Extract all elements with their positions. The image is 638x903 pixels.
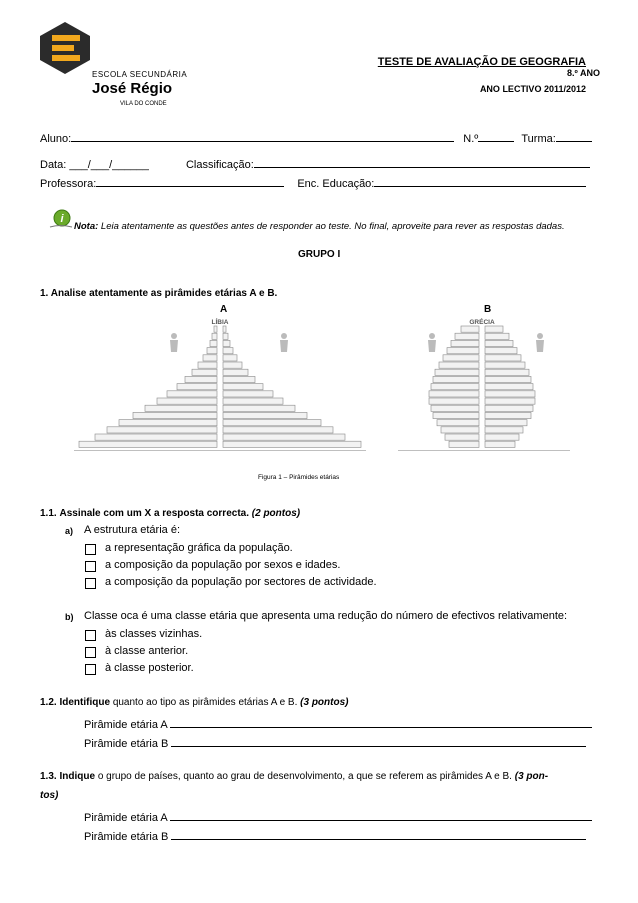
pyramid-bar-male (455, 333, 479, 339)
pyramid-bar-male (441, 427, 479, 433)
pyramid-bar-female (223, 362, 242, 368)
pyramid-bar-female (485, 384, 533, 390)
checkbox-a3[interactable] (85, 578, 96, 589)
pyramid-bar-female (223, 348, 233, 354)
pyramid-bar-male (177, 384, 217, 390)
numero-label: N.º (463, 133, 479, 145)
pyramid-bar-male (79, 441, 217, 447)
pyramid-bar-female (485, 398, 535, 404)
svg-text:i: i (60, 213, 64, 225)
q1-2-line-b-label: Pirâmide etária B (84, 738, 169, 750)
group-title: GRUPO I (298, 249, 341, 260)
pyramid-bar-male (447, 348, 479, 354)
pyramid-bar-female (223, 355, 237, 361)
q1-2-line-a-label: Pirâmide etária A (84, 719, 168, 731)
aluno-label: Aluno: (40, 133, 72, 145)
pyramid-b-figure (394, 316, 574, 458)
pyramid-bar-female (223, 405, 295, 411)
pyramid-bar-female (485, 434, 519, 440)
pyramid-bar-male (157, 398, 217, 404)
enc-educacao-field[interactable] (374, 175, 586, 187)
classificacao-label: Classificação: (185, 159, 254, 171)
q1-3-line-b (84, 828, 586, 843)
option-b2: à classe anterior. (105, 645, 189, 657)
pyramid-bar-male (107, 427, 217, 433)
pyramid-bar-male (433, 412, 479, 418)
option-a1: a representação gráfica da população. (105, 542, 293, 554)
q1-2-answer-b[interactable] (171, 735, 586, 747)
pyramid-bar-male (210, 340, 217, 346)
pyramid-bar-male (439, 362, 479, 368)
q1-3-bold: Indique (59, 771, 96, 782)
pyramid-bar-female (223, 326, 226, 332)
school-year: ANO LECTIVO 2011/2012 (479, 84, 586, 94)
data-field[interactable]: Data: ___/___/______ (40, 159, 149, 171)
school-line1: ESCOLA SECUNDÁRIA (92, 70, 188, 79)
q1-1-b-label: b) (65, 612, 74, 622)
pyramid-bar-female (485, 420, 527, 426)
pyramid-bar-male (207, 348, 217, 354)
note (74, 221, 565, 232)
pyramid-bar-male (451, 340, 479, 346)
pyramid-bar-male (443, 355, 479, 361)
school-line3: VILA DO CONDE (120, 101, 167, 107)
figure-caption: Figura 1 – Pirâmides etárias (258, 474, 340, 481)
q1-3-header (40, 771, 548, 782)
q1-2-number: 1.2. (40, 697, 57, 708)
pyramid-bar-female (485, 427, 523, 433)
q1-1-header (40, 508, 300, 519)
pyramid-bar-female (485, 355, 521, 361)
pyramid-a-figure (70, 316, 370, 458)
pyramid-bar-female (485, 441, 515, 447)
pyramid-bar-female (223, 333, 228, 339)
note-label: Nota: (74, 221, 99, 232)
pyramid-bar-female (485, 412, 531, 418)
pyramid-bar-male (214, 326, 217, 332)
pyramid-bar-male (431, 384, 479, 390)
q1-2-line-a (84, 716, 592, 731)
male-figure-icon-body (170, 340, 178, 352)
q1-1-a-label: a) (65, 526, 74, 536)
q1-1-points: (2 pontos) (251, 508, 301, 519)
pyramid-bar-female (223, 420, 321, 426)
pyramid-bar-male (167, 391, 217, 397)
q1-3-answer-b[interactable] (171, 828, 586, 840)
pyramid-bar-female (223, 412, 307, 418)
pyramid-bar-male (429, 398, 479, 404)
q1-3-line-a (84, 809, 592, 824)
pyramid-bar-female (485, 326, 503, 332)
school-logo (40, 22, 90, 74)
option-a2: a composição da população por sexos e idades. (105, 559, 341, 571)
pyramid-bar-female (485, 348, 517, 354)
pyramid-bar-male (431, 405, 479, 411)
pyramid-country-label: GRÉCIA (469, 319, 495, 326)
pyramid-country-label: LÍBIA (211, 319, 229, 326)
pyramid-b-label: B (484, 304, 492, 315)
pyramid-bar-male (185, 376, 217, 382)
turma-label: Turma: (521, 133, 556, 145)
school-name: José Régio (92, 80, 173, 97)
pyramid-bar-female (223, 376, 255, 382)
pyramid-bar-female (223, 441, 361, 447)
pyramid-bar-female (223, 427, 333, 433)
note-text: Leia atentamente as questões antes de responder ao teste. No final, aproveite para rever as respostas dadas. (100, 221, 565, 232)
q1-2-line-b (84, 735, 586, 750)
test-title: TESTE DE AVALIAÇÃO DE GEOGRAFIA (377, 56, 586, 68)
q1-2-points: (3 pontos) (300, 697, 349, 708)
pyramid-bar-male (445, 434, 479, 440)
q1-3-points1: (3 pon- (514, 771, 549, 782)
pyramid-bar-female (485, 369, 529, 375)
pyramid-bar-male (203, 355, 217, 361)
q1-1-a-stem: A estrutura etária é: (84, 524, 180, 536)
pyramid-bar-male (145, 405, 217, 411)
q1-2-bold: Identifique (59, 697, 111, 708)
pyramid-bar-male (435, 369, 479, 375)
grade: 8.º ANO (567, 68, 600, 78)
numero-field[interactable] (478, 130, 514, 142)
pyramid-bar-male (198, 362, 217, 368)
classificacao-field[interactable] (254, 156, 590, 168)
q1-1-number: 1.1. (40, 508, 57, 519)
q1-3-answer-a[interactable] (170, 809, 592, 821)
professora-field[interactable] (96, 175, 284, 187)
pyramid-bar-female (485, 362, 525, 368)
pyramid-bar-male (212, 333, 217, 339)
pyramid-bar-female (485, 340, 513, 346)
male-figure-icon-head (171, 333, 177, 339)
female-figure-icon-body (280, 340, 288, 352)
pyramid-bar-male (433, 376, 479, 382)
pyramid-bar-male (437, 420, 479, 426)
student-field-row3 (40, 175, 586, 190)
pyramid-bar-female (223, 434, 345, 440)
pyramid-bar-female (485, 405, 533, 411)
female-figure-icon-head (281, 333, 287, 339)
pyramid-bar-female (223, 391, 273, 397)
checkbox-a2[interactable] (85, 561, 96, 572)
checkbox-b1[interactable] (85, 630, 96, 641)
male-figure-icon-head (429, 333, 435, 339)
pyramid-bar-female (485, 333, 509, 339)
info-icon (48, 208, 74, 230)
q1-2-text: quanto ao tipo as pirâmides etárias A e B. (112, 697, 298, 708)
aluno-field[interactable] (71, 130, 454, 142)
option-b3: à classe posterior. (105, 662, 194, 674)
female-figure-icon-body (536, 340, 544, 352)
pyramid-a-label: A (220, 304, 228, 315)
male-figure-icon-body (428, 340, 436, 352)
pyramid-bar-male (461, 326, 479, 332)
pyramid-bar-female (485, 391, 535, 397)
q1-1-text: Assinale com um X a resposta correcta. (59, 508, 249, 519)
pyramid-bar-female (223, 384, 263, 390)
checkbox-b2[interactable] (85, 647, 96, 658)
q1-text: 1. Analise atentamente as pirâmides etárias A e B. (40, 288, 278, 299)
q1-3-points2: tos) (40, 790, 59, 801)
option-b1: às classes vizinhas. (105, 628, 203, 640)
option-a3: a composição da população por sectores de actividade. (105, 576, 377, 588)
pyramid-bar-female (485, 376, 531, 382)
professora-label: Professora: (40, 178, 97, 190)
q1-3-line-b-label: Pirâmide etária B (84, 831, 169, 843)
pyramid-bar-male (119, 420, 217, 426)
checkbox-b3[interactable] (85, 664, 96, 675)
q1-1-b-stem: Classe oca é uma classe etária que apresenta uma redução do número de efectivos relativamente: (84, 610, 568, 622)
pyramid-bar-male (95, 434, 217, 440)
pyramid-bar-male (133, 412, 217, 418)
q1-3-text: o grupo de países, quanto ao grau de desenvolvimento, a que se referem as pirâmides A e B. (97, 771, 512, 782)
pyramid-bar-male (449, 441, 479, 447)
pyramid-bar-female (223, 369, 248, 375)
pyramid-bar-male (192, 369, 217, 375)
pyramid-bar-male (429, 391, 479, 397)
enc-educacao-label: Enc. Educação: (297, 178, 375, 190)
q1-3-number: 1.3. (40, 771, 57, 782)
student-field-row1 (40, 130, 592, 145)
q1-2-header (40, 697, 348, 708)
q1-2-answer-a[interactable] (170, 716, 592, 728)
female-figure-icon-head (537, 333, 543, 339)
q1-3-line-a-label: Pirâmide etária A (84, 812, 168, 824)
turma-field[interactable] (556, 130, 592, 142)
checkbox-a1[interactable] (85, 544, 96, 555)
pyramid-bar-female (223, 398, 283, 404)
student-field-row2 (40, 156, 590, 171)
pyramid-bar-female (223, 340, 230, 346)
